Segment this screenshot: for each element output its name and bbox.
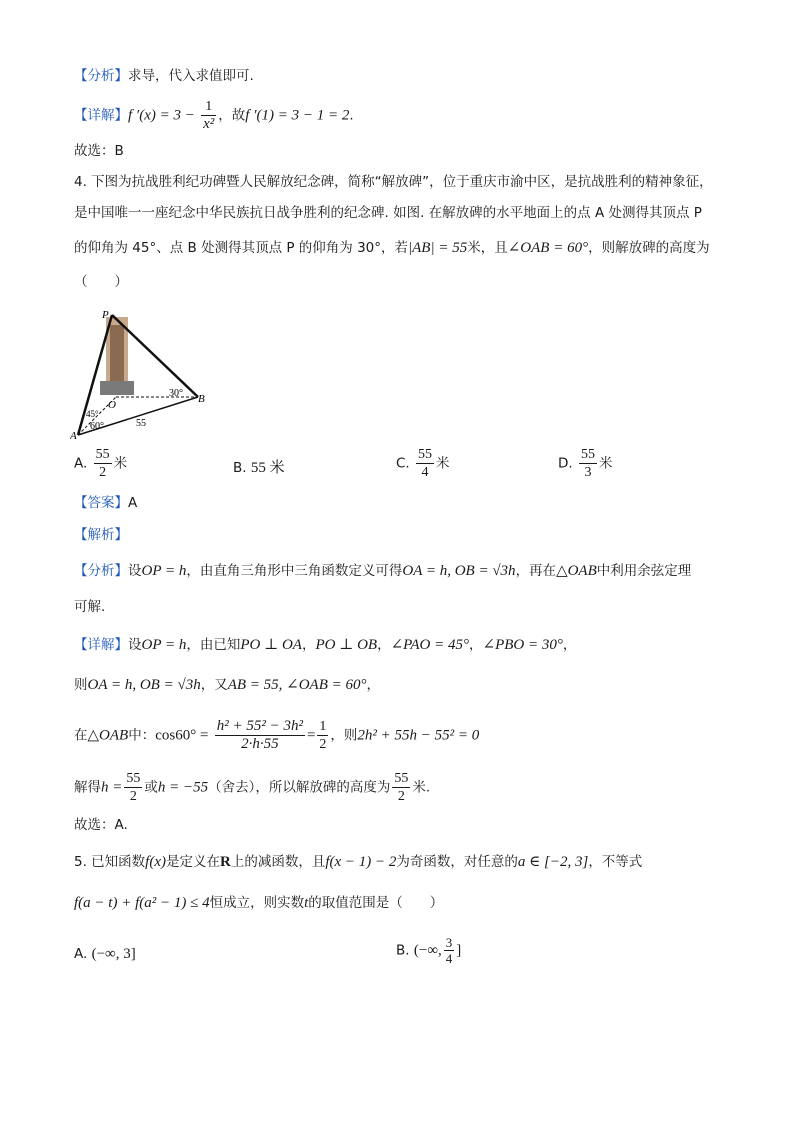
option-a[interactable]: A. $\frac{55}{2}$ 米 — [74, 447, 128, 480]
point-a-label: A — [70, 430, 77, 442]
angle-30-label: 30° — [169, 388, 183, 399]
answer-value: A — [128, 495, 138, 511]
choice-b-line: 故选：B — [74, 143, 124, 159]
analysis-tag: 【分析】 — [74, 68, 128, 84]
q5-line-1: 5. 已知函数f(x)是定义在R上的减函数，且f(x − 1) − 2为奇函数，对任意的a ∈ [−2, 3]，不等式 — [74, 854, 643, 870]
solve-fraction: $\frac{55}{2}$ — [126, 771, 141, 804]
q5-line-2: f(a − t) + f(a² − 1) ≤ 4恒成立，则实数t的取值范围是（ ） — [74, 895, 444, 911]
q5-option-b[interactable]: B. (−∞, $\frac{3}{4}$ ] — [396, 935, 462, 966]
q4-line-3: 的仰角为 45°、点 B 处测得其顶点 P 的仰角为 30°，若|AB| = 55米，且∠OAB = 60°，则解放碑的高度为 — [74, 240, 710, 256]
detail-period: . — [349, 107, 354, 124]
q5-option-a[interactable]: A. (−∞, 3] — [74, 946, 136, 962]
detail-connector: ，故 — [218, 107, 246, 124]
height-fraction: $\frac{55}{2}$ — [394, 771, 409, 804]
answer-tag: 【答案】 — [74, 495, 128, 511]
q4-line-2: 是中国唯一一座纪念中华民族抗日战争胜利的纪念碑. 如图. 在解放碑的水平地面上的点 A 处测得其顶点 P — [74, 205, 702, 221]
cosine-fraction: $\frac{\text{h² + 55² − 3h²}}{2\cdot h\cdot 55}$ — [216, 718, 303, 752]
derivative-expr: f ′(x) = 3 − — [128, 107, 195, 124]
q4-line-1: 4. 下图为抗战胜利纪功碑暨人民解放纪念碑，简称“解放碑”，位于重庆市渝中区，是抗战胜利的精神象征， — [74, 174, 713, 190]
half-fraction: $\frac{1}{2}$ — [319, 719, 327, 752]
point-o-label: O — [108, 399, 116, 411]
solution-analysis: 【分析】设OP = h，由直角三角形中三角函数定义可得OA = h, OB = √3h，再在△OAB中利用余弦定理 — [74, 563, 692, 579]
angle-45-label: 45° — [86, 409, 99, 419]
solution-detail: 【详解】设OP = h，由已知PO ⊥ OA，PO ⊥ OB，∠PAO = 45°，∠PBO = 30°， — [74, 637, 577, 653]
point-p-label: P — [102, 309, 109, 321]
detail-tag: 【详解】 — [74, 107, 128, 124]
monument-detail — [110, 325, 124, 389]
angle-oab: ∠OAB = 60° — [507, 240, 589, 256]
solution-tag: 【解析】 — [74, 527, 128, 543]
ab-length: |AB| = 55 — [408, 240, 468, 256]
fraction-1-over-x2: $\frac{1}{\text{x²}}$ — [203, 99, 215, 132]
analysis-text: 求导，代入求值即可. — [128, 68, 254, 84]
monument-base — [100, 381, 134, 395]
option-d-fraction: $\frac{55}{3}$ — [580, 447, 595, 480]
cosine-law-line: 在△OAB中：cos60° = $\frac{\text{h² + 55² − 3h²}}{2\cdot h\cdot 55}$ = $\frac{1}{2}$ ，则2h² + 55h − 55² = 0 — [74, 718, 480, 752]
q5-option-b-fraction: $\frac{3}{4}$ — [445, 935, 453, 966]
analysis-line — [74, 66, 254, 86]
angle-60-label: 60° — [90, 421, 104, 432]
detail-line — [74, 98, 354, 133]
option-a-fraction: $\frac{55}{2}$ — [95, 447, 110, 480]
solution-analysis-cont: 可解. — [74, 599, 106, 615]
option-d[interactable]: D. $\frac{55}{3}$ 米 — [558, 447, 613, 480]
answer-line — [74, 493, 137, 513]
point-b-label: B — [198, 393, 205, 405]
length-55-label: 55 — [136, 418, 146, 429]
solution-then: 则OA = h, OB = √3h，又AB = 55, ∠OAB = 60°， — [74, 677, 380, 693]
choice-a-line: 故选：A. — [74, 817, 128, 833]
solve-line: 解得h = $\frac{55}{2}$ 或h = −55（舍去），所以解放碑的高度为 $\frac{55}{2}$ 米. — [74, 771, 431, 804]
monument-figure — [70, 305, 212, 443]
option-c[interactable]: C. $\frac{55}{4}$ 米 — [396, 447, 450, 480]
option-b[interactable]: B. 55 米 — [233, 460, 285, 476]
q4-blank: （ ） — [74, 274, 128, 290]
derivative-value: f ′(1) = 3 − 1 = 2 — [245, 107, 350, 124]
option-c-fraction: $\frac{55}{4}$ — [418, 447, 433, 480]
